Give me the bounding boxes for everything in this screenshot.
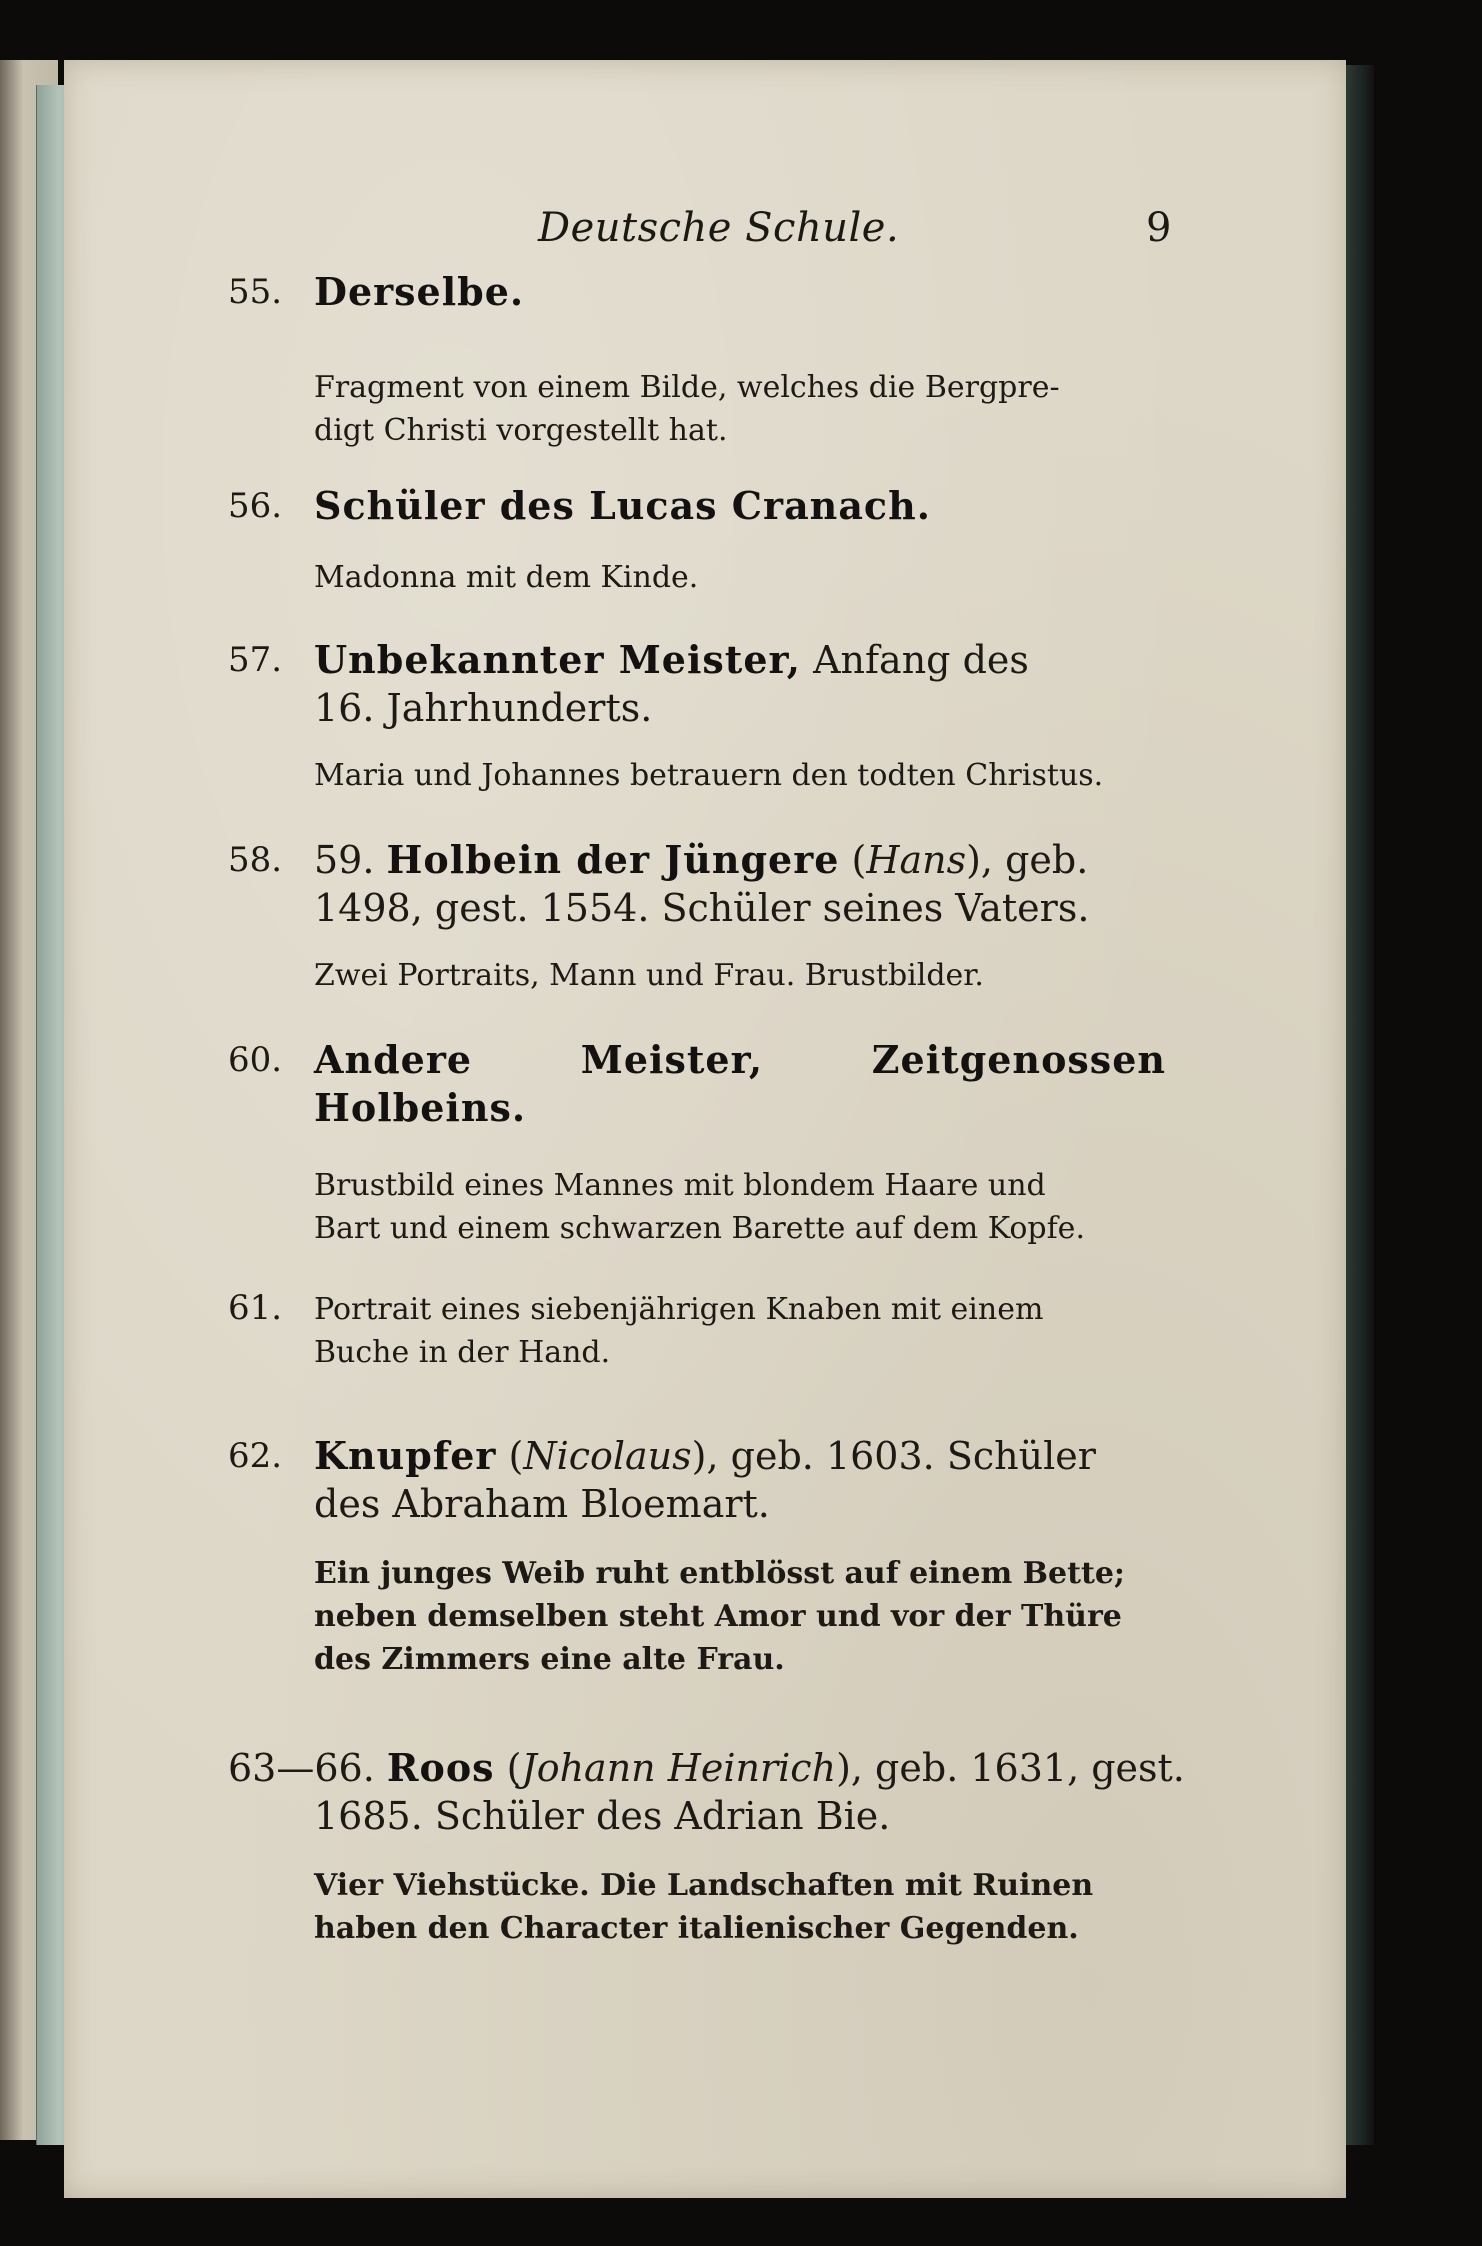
description-line: Ein junges Weib ruht entblösst auf einem Bette; [314,1556,1125,1591]
heading-line-2: 1498, gest. 1554. Schüler seines Vaters. [314,886,1090,930]
entry-description [314,1864,1166,1950]
entry-description [314,1288,1166,1374]
entry-heading [314,482,1166,530]
entry-heading [228,1744,1185,1840]
secondary-number: 59. [314,838,387,882]
description-line: Zwei Portraits, Mann und Frau. Brustbilder. [314,958,984,993]
entry-description [314,366,1166,452]
heading-line-2: 16. Jahrhunderts. [314,686,653,730]
heading-line-2: des Abraham Bloemart. [314,1482,770,1526]
description-line: Fragment von einem Bilde, welches die Bergpre- [314,370,1060,405]
heading-text: Anfang des [800,638,1029,682]
description-line: des Zimmers eine alte Frau. [314,1642,785,1677]
entry-description [314,1552,1166,1681]
description-line: Buche in der Hand. [314,1335,611,1370]
page-number: 9 [1146,205,1172,251]
description-line: digt Christi vorgestellt hat. [314,413,728,448]
entry-number: 60. [228,1040,283,1080]
description-line: Portrait eines siebenjährigen Knaben mit einem [314,1292,1044,1327]
entry-number: 57. [228,640,283,680]
first-name: Nicolaus [523,1434,692,1478]
entry-heading [314,1432,1166,1528]
entry-number: 63—66. [228,1746,375,1790]
heading-text: ( [494,1746,522,1790]
book-cover-edge [1346,65,1374,2145]
entry-number: 58. [228,840,283,880]
page-header [0,205,1482,265]
heading-text: ), geb. 1631, gest. [836,1746,1185,1790]
first-name: Johann Heinrich [521,1746,837,1790]
entry-description [314,754,1166,797]
description-line: haben den Character italienischer Gegenden. [314,1911,1079,1946]
description-line: Maria und Johannes betrauern den todten Christus. [314,758,1104,793]
entry-description [314,556,1166,599]
artist-name: Roos [386,1745,495,1790]
description-line: Madonna mit dem Kinde. [314,560,699,595]
description-line: neben demselben steht Amor und vor der Thüre [314,1599,1122,1634]
artist-name: Andere Meister, Zeitgenossen [314,1037,1166,1082]
entry-heading [314,1036,1166,1132]
entry-heading [314,836,1166,932]
entry-heading [314,636,1166,732]
artist-name: Derselbe. [314,269,525,314]
description-line: Bart und einem schwarzen Barette auf dem Kopfe. [314,1211,1085,1246]
entry-heading [314,268,1166,316]
artist-name: Schüler des Lucas Cranach. [314,483,931,528]
artist-name: Holbein der Jüngere [386,837,840,882]
heading-text: ), geb. [966,838,1089,882]
heading-text: ), geb. 1603. Schüler [691,1434,1096,1478]
artist-name-line-2: Holbeins. [314,1085,527,1130]
entry-number: 56. [228,486,283,526]
heading-text: ( [496,1434,524,1478]
entry-number: 62. [228,1436,283,1476]
entry-description [314,1164,1166,1250]
heading-line-2: 1685. Schüler des Adrian Bie. [314,1794,891,1838]
entry-description [314,954,1166,997]
running-title: Deutsche Schule. [538,205,900,251]
entry-number: 55. [228,272,283,312]
artist-name: Unbekannter Meister, [314,637,801,682]
entry-number: 61. [228,1288,283,1328]
first-name: Hans [866,838,967,882]
description-line: Brustbild eines Mannes mit blondem Haare und [314,1168,1046,1203]
heading-text: ( [839,838,867,882]
description-line: Vier Viehstücke. Die Landschaften mit Ruinen [314,1868,1094,1903]
artist-name: Knupfer [314,1433,497,1478]
